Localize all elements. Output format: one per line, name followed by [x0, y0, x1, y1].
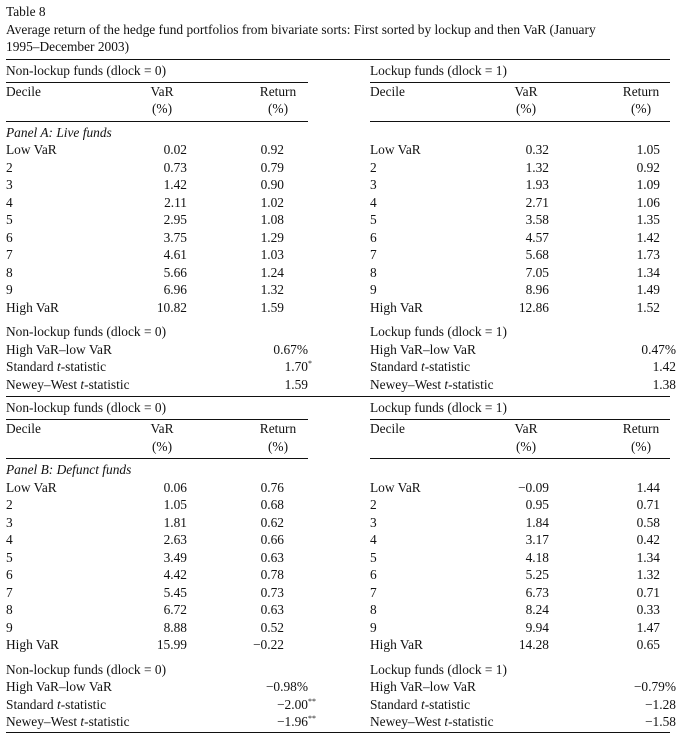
decile-cell: 3 [370, 514, 377, 530]
return-cell: 0.73 [260, 584, 284, 600]
table-row [6, 281, 308, 299]
table-row [6, 619, 308, 637]
decile-cell: Low VaR [6, 142, 57, 157]
var-unit: (%) [151, 438, 173, 454]
return-cell: 0.42 [636, 532, 660, 547]
stats-group-label: Non-lockup funds (dlock = 0) [6, 661, 167, 677]
decile-cell: 4 [6, 194, 13, 210]
var-cell: 8.24 [525, 602, 549, 617]
var-cell: 9.94 [525, 619, 549, 635]
t-stat-value: 1.42 [652, 359, 676, 374]
table-row [370, 159, 670, 177]
return-cell: 0.90 [260, 177, 284, 192]
return-cell: 0.52 [260, 619, 284, 635]
caption-line-2: 1995–December 2003) [6, 39, 130, 54]
column-unit-row [6, 100, 308, 118]
var-cell: 3.58 [525, 212, 549, 227]
decile-cell: Low VaR [370, 479, 421, 495]
var-cell: 4.42 [163, 567, 187, 582]
nw-value: 1.59 [284, 376, 308, 392]
panel-title: Panel B: Defunct funds [6, 462, 132, 477]
diff-row [6, 678, 308, 696]
var-cell: 0.02 [163, 142, 187, 157]
var-cell: 3.49 [163, 549, 187, 565]
return-cell: 1.08 [260, 212, 284, 227]
nw-value: −1.58 [645, 714, 676, 729]
return-cell: 1.35 [636, 212, 660, 227]
t-stat-row [370, 358, 676, 376]
return-cell: 1.59 [260, 299, 284, 315]
var-cell: 1.42 [163, 177, 187, 192]
return-cell: 1.29 [260, 229, 284, 245]
return-cell: 0.92 [636, 159, 660, 175]
var-cell: 5.68 [525, 247, 549, 262]
return-cell: 1.42 [636, 229, 660, 245]
var-cell: 8.88 [163, 619, 187, 635]
t-stat-value: 1.70 [284, 359, 308, 374]
var-cell: 1.32 [525, 159, 549, 175]
panel-b-lockup [370, 397, 676, 731]
nw-value-wrap [277, 713, 316, 731]
decile-cell: 9 [370, 282, 377, 297]
t-stat-value-wrap [653, 358, 676, 376]
return-cell: 1.05 [636, 142, 660, 157]
group-header: Non-lockup funds (dlock = 0) [6, 62, 167, 78]
column-unit-row [370, 100, 670, 118]
var-cell: 2.11 [164, 194, 187, 210]
stats-spacer [6, 316, 308, 323]
column-header-row [6, 83, 308, 101]
table-row [6, 479, 308, 497]
decile-cell: High VaR [6, 637, 59, 652]
decile-header: Decile [6, 421, 41, 436]
decile-cell: 6 [370, 229, 377, 245]
t-label-pre: Standard [6, 696, 57, 712]
t-label-post: -statistic [60, 696, 107, 712]
decile-cell: 4 [6, 532, 13, 547]
table-caption [6, 3, 670, 56]
var-cell: 12.86 [518, 299, 549, 315]
t-stat-significance: * [308, 359, 312, 368]
table-row [6, 229, 308, 247]
table-row [6, 159, 308, 177]
table-row [370, 211, 670, 229]
decile-header: Decile [6, 83, 41, 99]
decile-cell: 8 [370, 602, 377, 617]
diff-value: −0.98% [265, 679, 308, 694]
return-cell: 0.92 [260, 142, 284, 157]
decile-cell: 3 [6, 177, 13, 192]
var-cell: 0.95 [525, 497, 549, 512]
table-row [6, 264, 308, 282]
var-cell: 2.95 [163, 212, 187, 227]
return-unit: (%) [630, 101, 652, 116]
t-stat-row [6, 358, 312, 376]
var-cell: 6.72 [163, 602, 187, 617]
var-cell: 14.28 [518, 637, 549, 652]
header-rule [6, 121, 308, 122]
t-stat-label [370, 696, 470, 714]
nw-value-wrap [653, 376, 676, 394]
stats-group-label: Lockup funds (dlock = 1) [370, 324, 507, 339]
table-row [370, 619, 670, 637]
t-label-post: -statistic [424, 359, 471, 374]
return-header: Return [622, 83, 660, 99]
return-cell: 1.09 [636, 177, 660, 192]
nw-value: 1.38 [652, 376, 676, 392]
return-unit: (%) [267, 101, 289, 116]
nw-label-pre: Newey–West [370, 376, 445, 392]
nw-label [370, 376, 494, 394]
nw-label-pre: Newey–West [6, 376, 81, 392]
t-label-pre: Standard [6, 359, 57, 374]
var-cell: 2.63 [163, 532, 187, 547]
decile-cell: 9 [6, 282, 13, 297]
diff-row [370, 341, 676, 359]
table-row [6, 176, 308, 194]
decile-cell: Low VaR [370, 142, 421, 157]
t-label-post: -statistic [424, 696, 471, 712]
table-row [6, 514, 308, 532]
t-label-italic: t [420, 696, 425, 712]
t-stat-value-wrap [284, 358, 312, 376]
decile-cell: 6 [6, 567, 13, 582]
t-label-italic: t [56, 359, 61, 374]
panel-a [6, 60, 676, 394]
table-row [370, 479, 670, 497]
t-stat-value: −1.28 [645, 696, 676, 712]
return-cell: 0.68 [260, 497, 284, 512]
decile-cell: 7 [6, 247, 13, 262]
table-row [370, 194, 670, 212]
newey-west-row [6, 713, 316, 731]
var-cell: 5.25 [525, 567, 549, 582]
stats-group-label: Lockup funds (dlock = 1) [370, 661, 507, 677]
table-row [370, 264, 670, 282]
var-cell: 5.66 [163, 264, 187, 280]
var-cell: 6.73 [525, 584, 549, 600]
return-header: Return [259, 421, 297, 436]
return-cell: 1.06 [636, 194, 660, 210]
t-stat-value-wrap [645, 696, 676, 714]
t-label-italic: t [420, 359, 425, 374]
decile-cell: 7 [370, 247, 377, 262]
var-cell: 1.93 [525, 177, 549, 192]
newey-west-row [370, 713, 676, 731]
var-cell: 7.05 [525, 264, 549, 280]
return-cell: 0.71 [636, 497, 660, 512]
var-header: VaR [150, 83, 174, 99]
decile-cell: Low VaR [6, 479, 57, 495]
nw-label-post: -statistic [448, 376, 494, 392]
return-cell: 1.73 [636, 247, 660, 262]
return-cell: 0.63 [260, 602, 284, 617]
panel-a-lockup [370, 60, 676, 394]
decile-cell: 7 [6, 584, 13, 600]
column-unit-row [370, 438, 670, 456]
table-row [370, 636, 670, 654]
var-cell: 5.45 [163, 584, 187, 600]
table-row [370, 601, 670, 619]
return-unit: (%) [267, 438, 289, 454]
t-label-pre: Standard [370, 696, 421, 712]
table-row [370, 496, 670, 514]
decile-cell: 5 [370, 212, 377, 227]
table-row [370, 299, 670, 317]
decile-cell: 9 [370, 619, 377, 635]
table-row [370, 281, 670, 299]
table-row [6, 299, 308, 317]
decile-cell: 6 [370, 567, 377, 582]
return-cell: 1.34 [636, 264, 660, 280]
decile-cell: 3 [6, 514, 13, 530]
return-cell: 0.76 [260, 479, 284, 495]
var-unit: (%) [151, 101, 173, 116]
diff-value: 0.67% [273, 341, 308, 357]
group-header: Lockup funds (dlock = 1) [370, 62, 507, 78]
table-row [370, 549, 670, 567]
panel-b [6, 397, 676, 731]
return-header: Return [622, 421, 660, 436]
return-cell: 1.49 [636, 282, 660, 297]
table-row [6, 141, 308, 159]
decile-cell: High VaR [370, 637, 423, 652]
decile-cell: 3 [370, 177, 377, 192]
t-stat-label [6, 358, 106, 376]
column-unit-row [6, 438, 308, 456]
t-stat-row [370, 696, 676, 714]
table-label: Table 8 [6, 4, 46, 19]
var-cell: 1.81 [163, 514, 187, 530]
var-cell: 4.61 [163, 247, 187, 262]
return-cell: 0.63 [260, 549, 284, 565]
table-row [370, 531, 670, 549]
group-header: Lockup funds (dlock = 1) [370, 400, 507, 415]
nw-label-italic: t [80, 714, 85, 729]
return-cell: 0.62 [260, 514, 284, 530]
return-unit: (%) [630, 438, 652, 454]
table-row [370, 246, 670, 264]
nw-label-post: -statistic [448, 714, 494, 729]
decile-cell: 4 [370, 194, 377, 210]
nw-label-post: -statistic [84, 376, 130, 392]
return-cell: −0.22 [253, 637, 284, 652]
return-cell: 1.44 [636, 479, 660, 495]
var-unit: (%) [515, 438, 537, 454]
decile-cell: 7 [370, 584, 377, 600]
return-cell: 1.52 [636, 299, 660, 315]
decile-cell: 9 [6, 619, 13, 635]
var-cell: −0.09 [518, 479, 549, 495]
return-cell: 1.47 [636, 619, 660, 635]
t-stat-significance: ** [308, 696, 316, 706]
decile-cell: 8 [6, 602, 13, 617]
t-stat-value-wrap [277, 696, 316, 714]
decile-header: Decile [370, 83, 405, 99]
table-row [370, 141, 670, 159]
var-header: VaR [514, 421, 538, 436]
decile-cell: High VaR [370, 299, 423, 315]
column-header-row [370, 83, 670, 101]
var-header: VaR [514, 83, 538, 99]
var-cell: 6.96 [163, 282, 187, 297]
decile-cell: 5 [370, 549, 377, 565]
panel-title: Panel A: Live funds [6, 124, 112, 140]
stats-group-label: Non-lockup funds (dlock = 0) [6, 324, 167, 339]
decile-cell: 6 [6, 229, 13, 245]
decile-cell: 2 [370, 497, 377, 512]
nw-label-pre: Newey–West [6, 714, 81, 729]
diff-row [370, 678, 676, 696]
nw-label-post: -statistic [84, 714, 130, 729]
nw-label-italic: t [444, 714, 449, 729]
table-row [6, 246, 308, 264]
t-stat-label [370, 358, 470, 376]
table-row [6, 531, 308, 549]
return-cell: 1.03 [260, 247, 284, 262]
decile-cell: High VaR [6, 299, 59, 315]
table-row [6, 549, 308, 567]
return-cell: 1.24 [260, 264, 284, 280]
decile-cell: 5 [6, 212, 13, 227]
decile-cell: 5 [6, 549, 13, 565]
t-stat-label [6, 696, 106, 714]
t-label-italic: t [56, 696, 61, 712]
decile-header: Decile [370, 421, 405, 436]
var-cell: 0.73 [163, 159, 187, 175]
header-rule [370, 458, 670, 459]
decile-cell: 8 [6, 264, 13, 280]
diff-value: −0.79% [633, 679, 676, 694]
nw-value-wrap [645, 713, 676, 731]
panel-b-nonlockup [6, 397, 316, 731]
return-cell: 1.34 [636, 549, 660, 565]
return-header: Return [259, 83, 297, 99]
diff-label: High VaR–low VaR [6, 679, 112, 694]
return-cell: 0.33 [636, 602, 660, 617]
var-header: VaR [150, 421, 174, 436]
nw-significance: ** [308, 714, 316, 723]
decile-cell: 4 [370, 532, 377, 547]
return-cell: 1.32 [636, 567, 660, 582]
table-row [370, 566, 670, 584]
diff-label: High VaR–low VaR [6, 341, 112, 357]
var-cell: 8.96 [525, 282, 549, 297]
nw-label [6, 376, 130, 394]
var-cell: 0.32 [525, 142, 549, 157]
var-cell: 3.75 [163, 229, 187, 245]
return-cell: 0.78 [260, 567, 284, 582]
t-stat-value: −2.00 [277, 696, 308, 712]
t-stat-row [6, 696, 316, 714]
return-cell: 1.32 [260, 282, 284, 297]
nw-label [6, 713, 130, 731]
diff-label: High VaR–low VaR [370, 679, 476, 694]
caption-line-1: Average return of the hedge fund portfolios from bivariate sorts: First sorted by lockup and then VaR (January [6, 21, 596, 37]
table-row [6, 496, 308, 514]
return-cell: 0.65 [636, 637, 660, 652]
var-cell: 3.17 [525, 532, 549, 547]
var-cell: 0.06 [163, 479, 187, 495]
panel-a-nonlockup [6, 60, 312, 394]
table-row [370, 584, 670, 602]
nw-label-pre: Newey–West [370, 714, 445, 729]
var-cell: 4.57 [525, 229, 549, 245]
nw-label-italic: t [80, 376, 85, 392]
table-8 [6, 3, 676, 733]
diff-row [6, 341, 308, 359]
table-row [370, 176, 670, 194]
return-cell: 0.79 [260, 159, 284, 175]
var-cell: 10.82 [156, 299, 187, 315]
newey-west-row [370, 376, 676, 394]
panel-title [370, 124, 670, 142]
var-cell: 4.18 [525, 549, 549, 565]
header-rule [6, 458, 308, 459]
column-header-row [6, 420, 308, 438]
panel-title [370, 461, 670, 479]
decile-cell: 2 [6, 497, 13, 512]
nw-label-italic: t [444, 376, 449, 392]
decile-cell: 2 [6, 159, 13, 175]
var-cell: 15.99 [156, 637, 187, 652]
diff-value: 0.47% [641, 341, 676, 357]
diff-label: High VaR–low VaR [370, 341, 476, 357]
decile-cell: 2 [370, 159, 377, 175]
table-row [6, 601, 308, 619]
stats-spacer [6, 654, 308, 661]
table-row [6, 584, 308, 602]
var-cell: 1.05 [163, 497, 187, 512]
var-cell: 2.71 [525, 194, 549, 210]
table-row [6, 636, 308, 654]
nw-label [370, 713, 494, 731]
return-cell: 1.02 [260, 194, 284, 210]
table-row [6, 194, 308, 212]
column-header-row [370, 420, 670, 438]
group-header: Non-lockup funds (dlock = 0) [6, 400, 167, 415]
table-row [6, 211, 308, 229]
var-unit: (%) [515, 101, 537, 116]
return-cell: 0.58 [636, 514, 660, 530]
var-cell: 1.84 [525, 514, 549, 530]
nw-value-wrap [285, 376, 308, 394]
header-rule [370, 121, 670, 122]
return-cell: 0.71 [636, 584, 660, 600]
table-row [370, 229, 670, 247]
table-row [6, 566, 308, 584]
stats-spacer [370, 654, 670, 661]
t-label-post: -statistic [60, 359, 107, 374]
return-cell: 0.66 [260, 532, 284, 547]
decile-cell: 8 [370, 264, 377, 280]
nw-value: −1.96 [277, 714, 308, 729]
t-label-pre: Standard [370, 359, 421, 374]
stats-spacer [370, 316, 670, 323]
newey-west-row [6, 376, 308, 394]
table-row [370, 514, 670, 532]
